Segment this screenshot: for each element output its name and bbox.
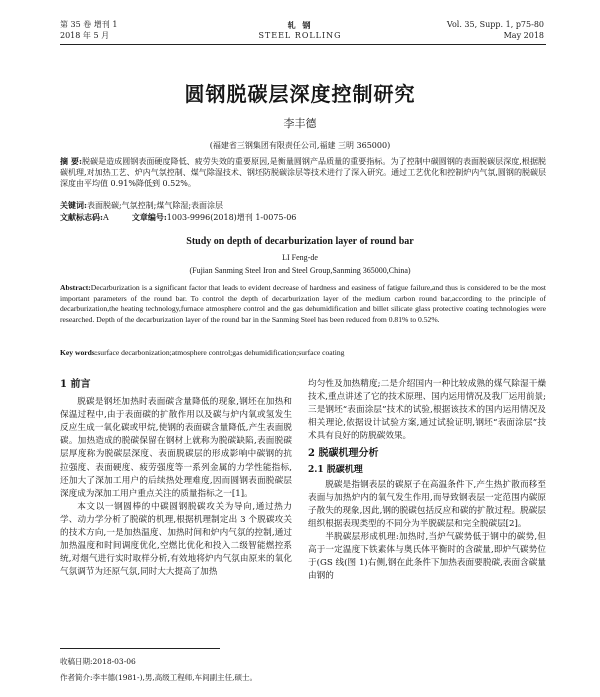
doc-code-label: 文献标志码:	[60, 212, 103, 222]
classification-line	[60, 212, 546, 223]
journal-name-cn: 轧 钢	[287, 20, 313, 30]
journal-date-en: May 2018	[503, 31, 544, 40]
journal-volume: 第 35 卷 增刊 1	[60, 20, 118, 29]
keywords-cn-text: 表面脱碳;气氛控制;煤气除湿;表面涂层	[86, 201, 224, 210]
english-keywords	[60, 348, 546, 359]
author-name: 李丰德	[283, 117, 317, 130]
page-title: 圆钢脱碳层深度控制研究	[184, 82, 416, 106]
journal-name-en: STEEL ROLLING	[258, 31, 342, 40]
section-2-1-title: 2.1 脱碳机理	[308, 464, 363, 475]
journal-volume-en: Vol. 35, Supp. 1, p75-80	[446, 20, 544, 29]
section-1-paragraph-3: 均匀性及加热精度;二是介绍国内一种比较成熟的煤气除湿干燥技术,重点讲述了它的技术原理、国内运用情况及我厂运用前景;三是钢坯“表面涂层”技术的试验,根据该技术的国内运用情况及相关理论,依据设计试验方案,通过试验证明,钢坯“表面涂层”技术具有良好的防脱碳效果。	[308, 379, 546, 442]
received-date: 收稿日期:2018-03-06	[60, 657, 136, 666]
section-2-1-paragraph-1: 脱碳是指钢表层的碳原子在高温条件下,产生热扩散而移至表面与加热炉内的氧气发生作用,而导致钢表层一定范围内碳原子散失的现象,因此,钢的脱碳包括反应和碳的扩散过程。脱碳层组织根据表现类型的不同分为半脱碳层和完全脱碳层[2]。	[308, 479, 546, 529]
english-author: LI Feng-de	[282, 253, 318, 262]
right-column	[308, 378, 546, 583]
article-no-label: 文章编号:	[131, 212, 167, 222]
english-keywords-text: surface decarbonization;atmosphere control;gas dehumidification;surface coating	[97, 348, 345, 357]
section-1-paragraph-2: 本文以一钢圆棒的中碳圆钢脱碳攻关为导向,通过热力学、动力学分析了脱碳的机理,根据机理制定出 3 个脱碳攻关的技术方向,一是加热温度、加热时间和炉内气氛的控制,通过加热温度和时间调度优化,空燃比优化和投入二级智能燃控系统,对烟气进行实时取样分析,有效地将炉内气氛由原来的氧化气氛调节为还原气氛,同时大大提高了加热	[60, 501, 292, 578]
doc-code: A	[102, 213, 109, 222]
section-1-title: 1 前言	[60, 379, 91, 390]
author-bio: 作者简介:李丰德(1981-),男,高级工程师,车间副主任,硕士。	[60, 673, 258, 682]
author-affiliation: (福建省三钢集团有限责任公司,福建 三明 365000)	[209, 141, 391, 150]
footnote-rule	[60, 648, 220, 649]
keywords-cn	[60, 200, 546, 211]
english-affiliation: (Fujian Sanming Steel Iron and Steel Group,Sanming 365000,China)	[189, 266, 411, 275]
section-2-title: 2 脱碳机理分析	[308, 448, 379, 460]
abstract-cn-text: 脱碳是造成圆钢表面硬度降低、疲劳失效的重要原因,是衡量圆钢产品质量的重要指标。为了控制中碳圆钢的表面脱碳层深度,根据脱碳机理,对加热工艺、炉内气氛控制、煤气除湿技术、钢坯防脱碳涂层等技术进行了深入研究。通过工艺优化和控制炉内气氛,圆钢的脱碳层深度由平均值 0.91%降低到 0.52%。	[60, 157, 546, 188]
keywords-cn-label: 关键词:	[60, 200, 87, 210]
journal-date: 2018 年 5 月	[60, 31, 110, 40]
section-2-1-paragraph-2: 半脱碳层形成机理:加热时,当炉气碳势低于钢中的碳势,但高于一定温度下铁素体与奥氏体平衡时的含碳量,即炉气碳势位于(GS 线(图 1)右侧,钢在此条件下加热表面要脱碳,表面含碳量由钢的	[308, 532, 546, 582]
english-abstract	[60, 283, 546, 325]
article-no: 1003-9996(2018)增刊 1-0075-06	[166, 213, 297, 222]
english-keywords-label: Key words:	[60, 348, 98, 357]
section-1-paragraph-1: 脱碳是钢坯加热时表面碳含量降低的现象,钢坯在加热和保温过程中,由于表面碳的扩散作用以及碳与炉内氧或氢发生反应生成一氧化碳或甲烷,使钢的表面碳含量降低,产生表面脱碳。加热造成的脱碳保留在钢材上就称为脱碳缺陷,表面脱碳层厚度称为脱碳层深度、表面脱碳层的形成影响中碳钢的抗拉强度、表面硬度、疲劳强度等一系列金属的力学性能指标,还加大了深加工用户的后续热处理难度,因而圆钢表面脱碳层深度成为深加工用户重点关注的质量指标之一[1]。	[60, 397, 292, 499]
left-column	[60, 378, 292, 579]
abstract-cn-label: 摘 要:	[60, 156, 82, 166]
english-abstract-label: Abstract:	[60, 283, 91, 292]
header-rule	[60, 44, 546, 45]
abstract-cn	[60, 156, 546, 189]
english-title: Study on depth of decarburization layer of round bar	[186, 236, 414, 247]
english-abstract-text: Decarburization is a significant factor that leads to evident decrease of hardness and easiness of fatigue failure,and thus is considered to be the most important parameters of the round bar. To control the depth of decarburization layer of the medium carbon round bar,according to the principle of decarburization,the heating technology,furnace atmosphere control and the gas dehumidification and billet silicate glass protective coating technologies were researched. Depth of the decarburization layer of the round bar in the Sanming Steel has been reduced from 0.81% to 0.52%.	[60, 283, 546, 324]
